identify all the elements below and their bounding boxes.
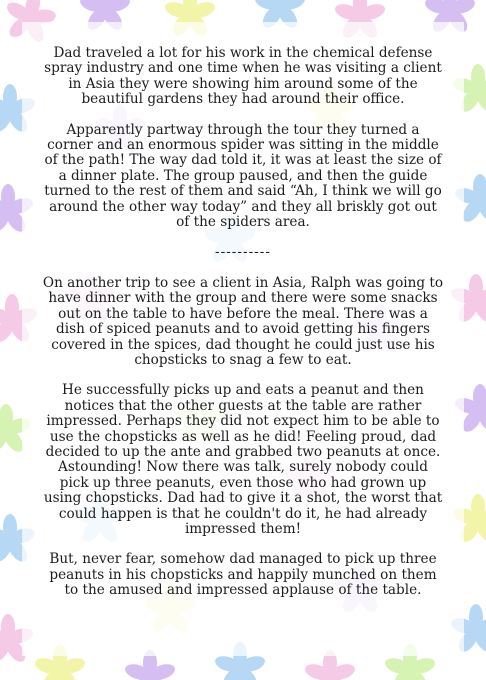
paragraph-3: On another trip to see a client in Asia, Ralph was going to have dinner with the group and there were some snacks out on the table to have before the meal. There was a dish of spiced peanuts and to avoid getting his fingers covered in the spices, dad thought he could just use his chopsticks to snag a few to eat. (42, 274, 444, 368)
story-text (42, 46, 444, 614)
paragraph-1: Dad traveled a lot for his work in the chemical defense spray industry and one time when he was visiting a client in Asia they were showing him around some of the beautiful gardens they had around their office. (44, 45, 442, 108)
paragraph-4: He successfully picks up and eats a peanut and then notices that the other guests at the table are rather impressed. Perhaps they did not expect him to be able to use the chopsticks as well as he did! Feeling proud, dad decided to up the ante and grabbed two peanuts at once. Astounding! Now there was talk, surely nobody could pick up three peanuts, even those who had grown up using chopsticks. Dad had to give it a shot, the worst that could happen is that he couldn't do it, he had already impressed them! (43, 382, 443, 537)
paragraph-5: But, never fear, somehow dad managed to pick up three peanuts in his chopsticks and happily munched on them to the amused and impressed applause of the table. (49, 551, 437, 599)
paragraph-2: Apparently partway through the tour they turned a corner and an enormous spider was sitting in the middle of the path! The way dad told it, it was at least the size of a dinner plate. The group paused, and then the guide turned to the rest of them and said “Ah, I think we will go around the other way today” and they all briskly got out of the spiders area. (44, 121, 442, 231)
section-divider: ---------- (215, 244, 271, 261)
